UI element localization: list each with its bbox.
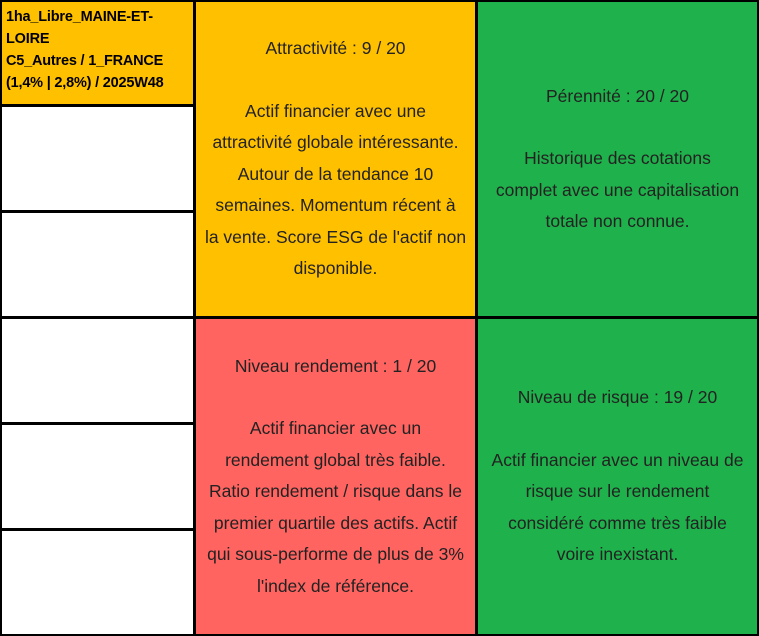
attractivite-line: Actif financier avec une <box>245 100 426 121</box>
perennite-panel <box>476 0 759 318</box>
rendement-line: rendement global très faible. <box>225 449 446 470</box>
risque-title: Niveau de risque : 19 / 20 <box>517 387 718 408</box>
attractivite-line: la vente. Score ESG de l'actif non <box>204 226 467 247</box>
attractivite-line: semaines. Momentum récent à <box>215 195 456 216</box>
empty-cell-1 <box>0 105 195 212</box>
perennite-line: Historique des cotations <box>524 148 711 168</box>
empty-cell-4 <box>0 423 195 530</box>
rendement-line: qui sous-performe de plus de 3% <box>207 544 464 565</box>
rendement-line: Ratio rendement / risque dans le <box>209 481 462 502</box>
rendement-line: l'index de référence. <box>256 575 415 596</box>
asset-title-line-3: C5_Autres / 1_FRANCE <box>6 53 164 69</box>
asset-title-line-4: (1,4% | 2,8%) / 2025W48 <box>6 75 164 91</box>
asset-title-line-2: LOIRE <box>6 31 50 47</box>
empty-cell-5 <box>0 529 195 636</box>
risque-line: risque sur le rendement <box>525 481 710 502</box>
risque-line: considéré comme très faible <box>508 512 727 533</box>
perennite-title: Pérennité : 20 / 20 <box>545 85 690 106</box>
rendement-line: Actif financier avec un <box>249 418 422 439</box>
rendement-title: Niveau rendement : 1 / 20 <box>234 355 437 376</box>
attractivite-line: Autour de la tendance 10 <box>237 163 434 184</box>
perennite-line: totale non connue. <box>545 211 690 231</box>
attractivite-line: attractivité globale intéressante. <box>212 132 459 153</box>
empty-cell-3 <box>0 317 195 424</box>
asset-title-cell <box>0 0 195 106</box>
empty-cell-2 <box>0 211 195 318</box>
perennite-line: complet avec une capitalisation <box>495 179 740 200</box>
attractivite-line: disponible. <box>293 258 378 279</box>
risque-line: voire inexistant. <box>556 544 679 565</box>
rendement-panel <box>194 317 477 636</box>
asset-title-line-1: 1ha_Libre_MAINE-ET- <box>6 9 153 25</box>
attractivite-panel <box>194 0 477 318</box>
risque-panel <box>476 317 759 636</box>
attractivite-title: Attractivité : 9 / 20 <box>265 38 406 59</box>
rendement-line: premier quartile des actifs. Actif <box>213 512 458 533</box>
risque-line: Actif financier avec un niveau de <box>491 449 744 470</box>
